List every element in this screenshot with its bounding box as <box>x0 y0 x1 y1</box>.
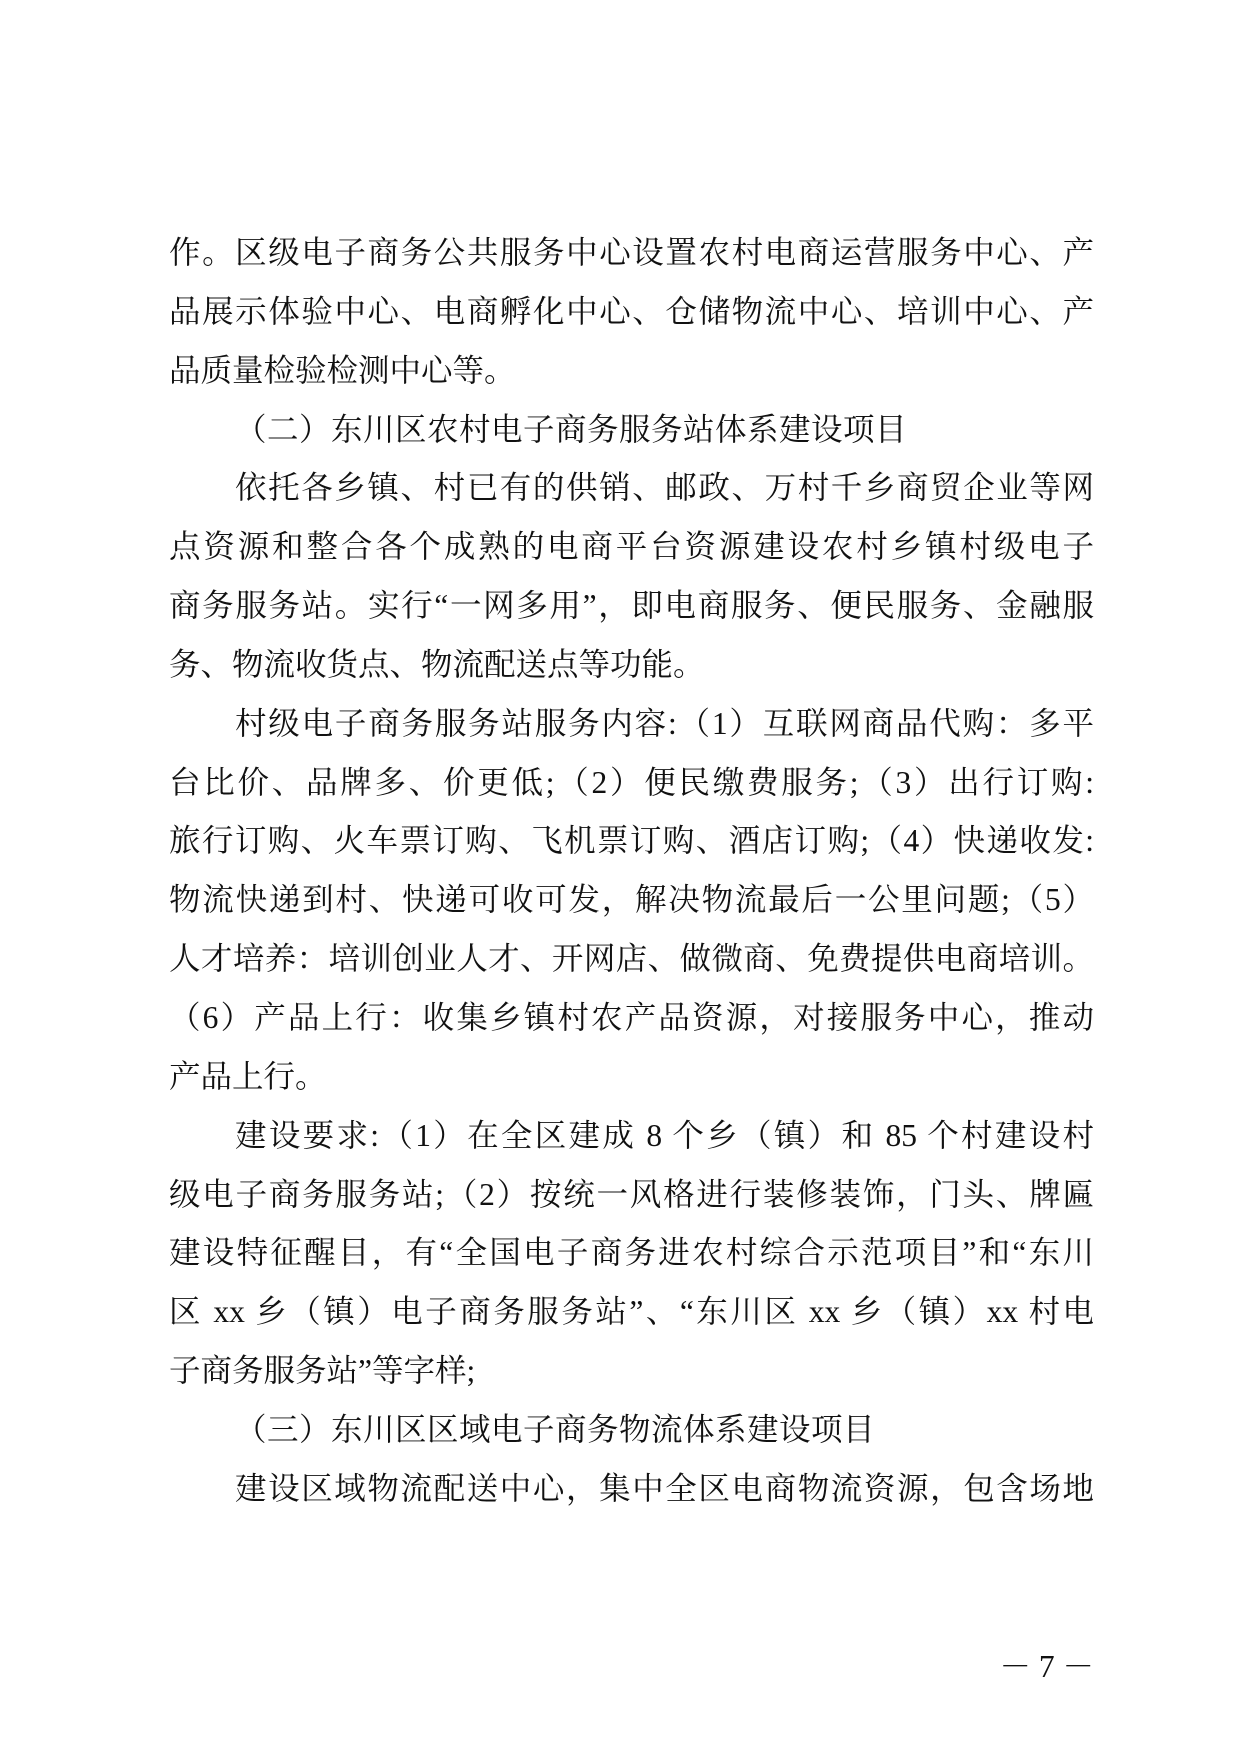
paragraph-line: 依托各乡镇、村已有的供销、邮政、万村千乡商贸企业等网 <box>235 470 1094 506</box>
paragraph-line: 台比价、品牌多、价更低;（2）便民缴费服务;（3）出行订购: <box>169 764 1094 800</box>
paragraph-line: 子商务服务站”等字样; <box>169 1353 476 1389</box>
paragraph-line: 品质量检验检测中心等。 <box>169 352 516 388</box>
paragraph-line: 级电子商务服务站;（2）按统一风格进行装修装饰，门头、牌匾 <box>169 1176 1094 1212</box>
page-number: － 7 － <box>999 1649 1094 1684</box>
paragraph-line: （6）产品上行：收集乡镇村农产品资源，对接服务中心，推动 <box>169 999 1094 1035</box>
paragraph-line: 产品上行。 <box>169 1058 327 1094</box>
section-heading-3 <box>169 1401 1094 1460</box>
paragraph-line: 人才培养：培训创业人才、开网店、做微商、免费提供电商培训。 <box>169 941 1094 977</box>
paragraph-line: 建设特征醒目，有“全国电子商务进农村综合示范项目”和“东川 <box>169 1235 1094 1271</box>
paragraph-service-content <box>169 695 1094 1107</box>
paragraph-line: 务、物流收货点、物流配送点等功能。 <box>169 646 705 682</box>
paragraph-construction-requirements <box>169 1107 1094 1401</box>
section-heading: （二）东川区农村电子商务服务站体系建设项目 <box>235 411 908 447</box>
section-heading-2 <box>169 401 1094 460</box>
paragraph-continuation <box>169 224 1094 401</box>
paragraph-logistics-center <box>169 1460 1094 1519</box>
paragraph-service-station <box>169 459 1094 694</box>
paragraph-line: 点资源和整合各个成熟的电商平台资源建设农村乡镇村级电子 <box>169 529 1094 565</box>
paragraph-line: 商务服务站。实行“一网多用”，即电商服务、便民服务、金融服 <box>169 588 1094 624</box>
section-heading: （三）东川区区域电子商务物流体系建设项目 <box>235 1411 876 1447</box>
paragraph-line: 区 xx 乡（镇）电子商务服务站”、“东川区 xx 乡（镇）xx 村电 <box>169 1294 1094 1330</box>
paragraph-line: 村级电子商务服务站服务内容:（1）互联网商品代购：多平 <box>235 705 1094 741</box>
paragraph-line: 建设要求:（1）在全区建成 8 个乡（镇）和 85 个村建设村 <box>235 1117 1094 1153</box>
paragraph-line: 品展示体验中心、电商孵化中心、仓储物流中心、培训中心、产 <box>169 293 1094 329</box>
paragraph-line: 作。区级电子商务公共服务中心设置农村电商运营服务中心、产 <box>169 235 1094 270</box>
document-body <box>169 224 1094 1519</box>
paragraph-line: 物流快递到村、快递可收可发，解决物流最后一公里问题;（5） <box>169 882 1094 918</box>
paragraph-line: 建设区域物流配送中心，集中全区电商物流资源，包含场地 <box>235 1470 1094 1506</box>
paragraph-line: 旅行订购、火车票订购、飞机票订购、酒店订购;（4）快递收发: <box>169 823 1094 859</box>
